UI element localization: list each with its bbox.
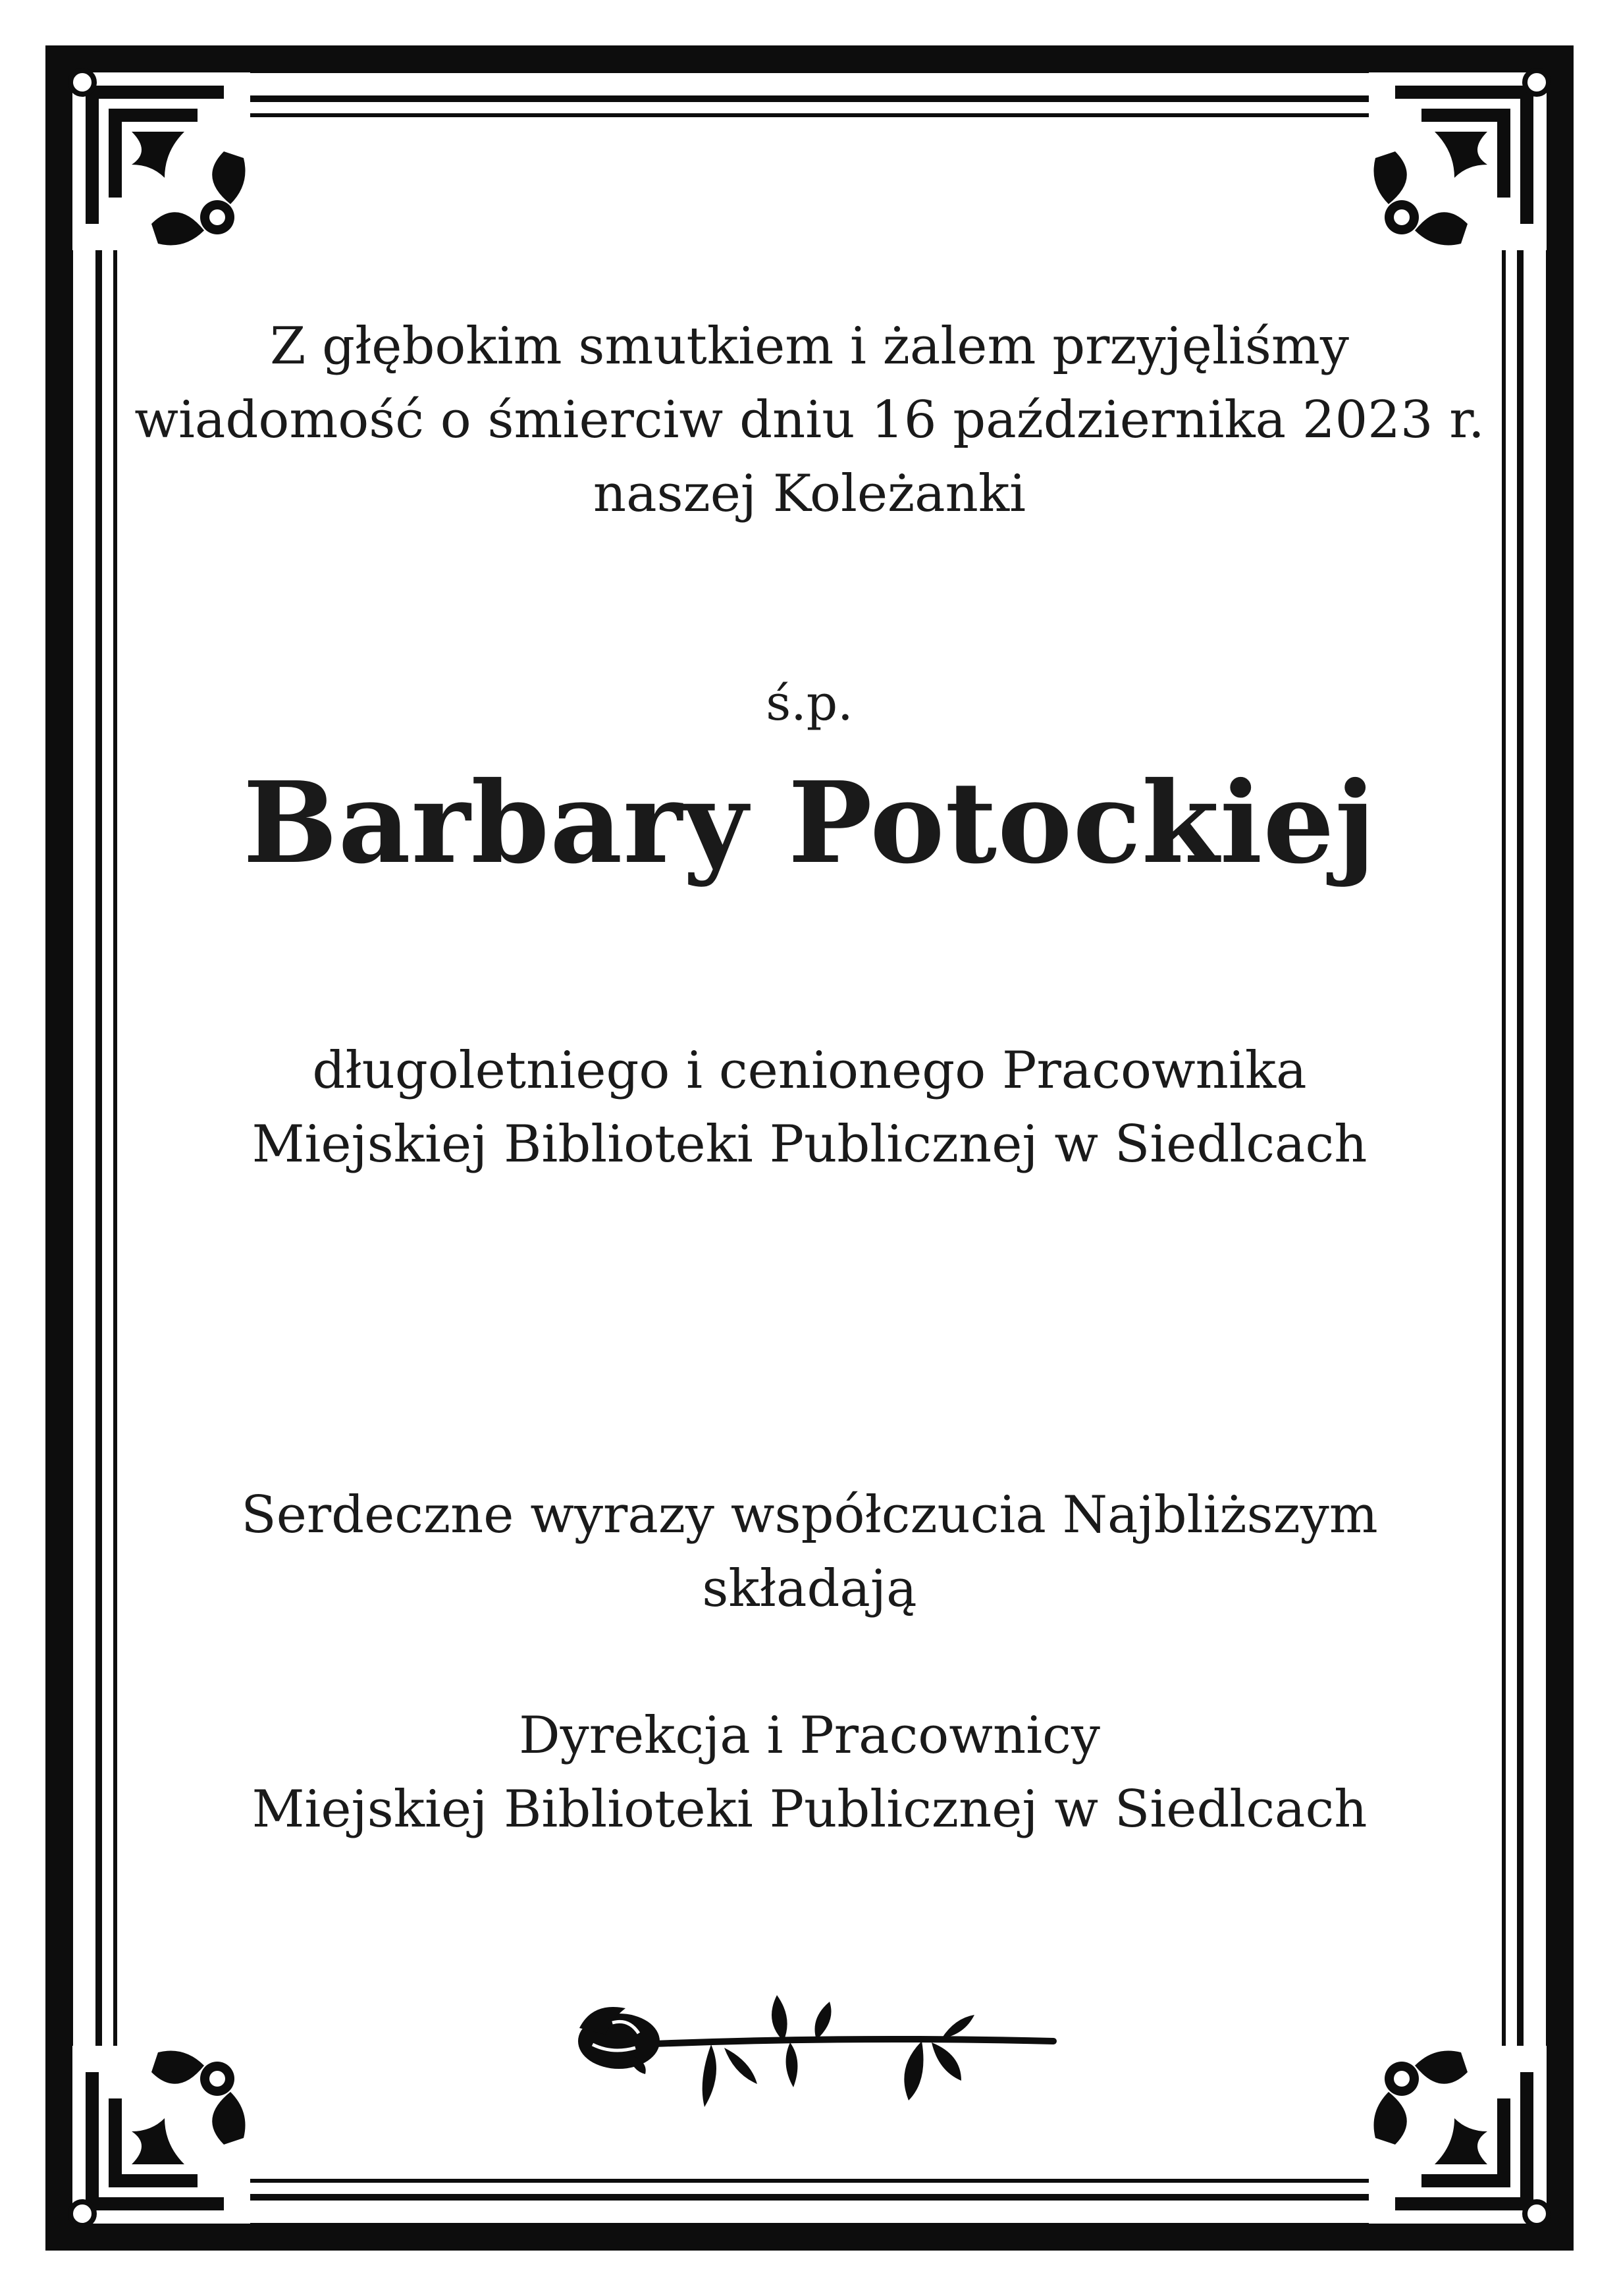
condolence-text: [0, 1478, 1619, 1626]
role-line-2: Miejskiej Biblioteki Publicznej w Siedlcach: [252, 1115, 1367, 1174]
honorific: ś.p.: [766, 675, 853, 732]
intro-line-1: Z głębokim smutkiem i żalem przyjęliśmy: [270, 317, 1349, 376]
corner-ornament-top-left: [46, 46, 250, 250]
intro-line-3: naszej Koleżanki: [593, 464, 1026, 523]
corner-ornament-bottom-right: [1369, 2046, 1573, 2250]
signature-line-2: Miejskiej Biblioteki Publicznej w Siedlcach: [252, 1780, 1367, 1839]
rose-icon: [566, 1982, 1067, 2127]
signature-text: [0, 1699, 1619, 1846]
corner-ornament-bottom-left: [46, 2046, 250, 2250]
role-line-1: długoletniego i cenionego Pracownika: [312, 1041, 1307, 1100]
role-text: [0, 1034, 1619, 1181]
intro-line-2: wiadomość o śmierciw dniu 16 października 2023 r.: [134, 390, 1485, 450]
corner-ornament-top-right: [1369, 46, 1573, 250]
condolence-line-1: Serdeczne wyrazy współczucia Najbliższym: [241, 1485, 1378, 1545]
condolence-line-2: składają: [702, 1559, 917, 1618]
signature-line-1: Dyrekcja i Pracownicy: [519, 1706, 1100, 1765]
intro-text: [0, 309, 1619, 531]
deceased-name: Barbary Potockiej: [242, 757, 1377, 889]
